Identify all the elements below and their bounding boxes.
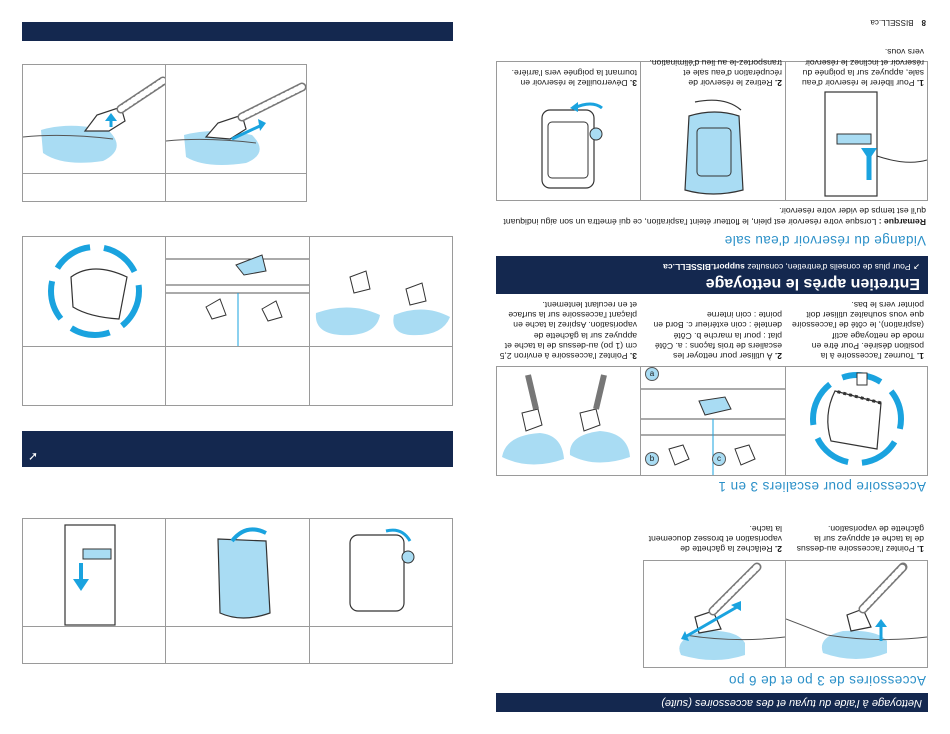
left-image-aim xyxy=(310,237,452,346)
section-title-dirty-tank: Vidange du réservoir d'eau sale xyxy=(724,233,926,248)
tip-cursor-icon: ➚ xyxy=(912,262,920,272)
stair-tool-step-2: 2. À utiliser pour nettoyer les escaliers de trois façons : a. Côté plat : pour la marche b. Côté dentelé : coin extérieur c. Bord en pointe : coin interne xyxy=(653,310,782,361)
callout-c: c xyxy=(712,452,726,466)
page-title: Nettoyage à l'aide du tuyau et des accessoires (suite) xyxy=(496,693,928,712)
accessories-scrub-image xyxy=(644,561,785,667)
right-page xyxy=(475,0,950,734)
stair-tool-step-1: 1. Tournez l'accessoire à la position désirée. Pour être en mode de nettoyage actif (aspiration), le côté de l'accessoire que vous souhaitez utiliser doit pointer vers le bas. xyxy=(791,299,924,361)
dirty-tank-carry-image xyxy=(641,90,785,200)
accessories-step-2: 2. Relâchez la gâchette de vaporisation et brossez doucement la tache. xyxy=(648,523,782,554)
dirty-tank-unlock-image xyxy=(497,90,640,200)
page-number: 8 xyxy=(921,18,926,27)
callout-a: a xyxy=(645,367,659,381)
dirty-tank-release-image xyxy=(786,90,927,200)
left-image-rotate xyxy=(23,237,165,346)
left-image-carry xyxy=(166,519,309,626)
accessories-step-1: 1. Pointez l'accessoire au-dessus de la tache et appuyez sur la gâchette de vaporisation. xyxy=(796,523,924,554)
dirty-tank-step-2: 2. Retirez le réservoir de récupération d'eau sale et transportez-le au lieu d'élimination. xyxy=(649,57,782,88)
accessories-spray-image xyxy=(786,561,927,667)
callout-b: b xyxy=(645,452,659,466)
left-image-release xyxy=(23,519,165,626)
left-header-bar xyxy=(22,22,453,41)
maintenance-title: Entretien après le nettoyage xyxy=(705,275,920,292)
section-title-accessories: Accessoires de 3 po et de 6 po xyxy=(728,673,926,688)
maintenance-header xyxy=(496,256,928,294)
stair-tool-rotate-image xyxy=(786,367,927,475)
stair-tool-step-3: 3. Pointez l'accessoire à environ 2,5 cm (1 po) au-dessus de la tache et appuyez sur la gâchette de vaporisation. Aspirez la tache en plaçant l'accessoire sur la surface et en reculant lentement. xyxy=(499,299,637,361)
dirty-tank-step-1: 1. Pour libérer le réservoir d'eau sale, appuyez sur la poignée du réservoir et inclinez le réservoir vers vous. xyxy=(801,47,924,88)
cursor-icon: ➚ xyxy=(28,449,39,463)
maintenance-tip: ➚ Pour plus de conseils d'entretien, consultez support.BISSELL.ca xyxy=(663,262,920,272)
left-image-spray xyxy=(23,65,165,173)
dirty-tank-step-3: 3. Déverrouillez le réservoir en tournant la poignée vers l'arrière. xyxy=(511,67,637,88)
stair-tool-aim-image xyxy=(497,367,640,475)
left-image-scrub xyxy=(166,65,306,173)
left-maintenance-bar xyxy=(22,431,453,467)
footer-site: BISSELL.ca xyxy=(870,18,914,27)
left-image-unlock xyxy=(310,519,452,626)
left-image-stairs xyxy=(166,237,309,346)
page-footer xyxy=(870,18,926,27)
section-title-stair-tool: Accessoire pour escaliers 3 en 1 xyxy=(718,479,926,494)
dirty-tank-note: Remarque : Lorsque votre réservoir est plein, le flotteur éteint l'aspiration, ce qui émettra un son aigu indiquant qu'il est temps de vider votre réservoir. xyxy=(503,206,926,227)
support-link[interactable]: support.BISSELL.ca xyxy=(663,262,745,272)
